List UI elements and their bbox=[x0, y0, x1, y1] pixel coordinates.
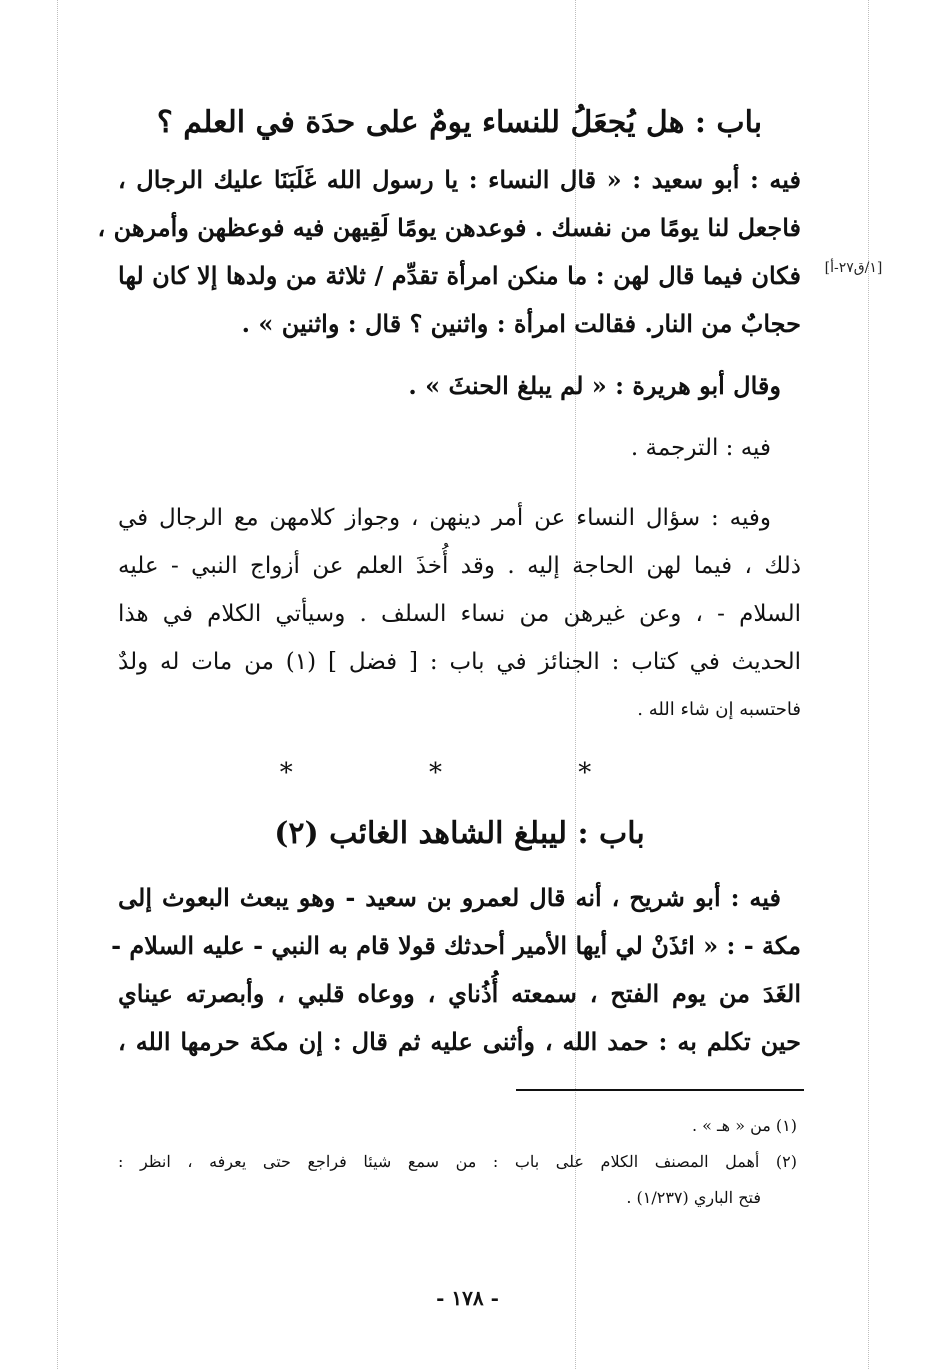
abu-hurayra-block bbox=[118, 362, 801, 410]
hadith-block-2 bbox=[111, 874, 801, 1066]
footnotes bbox=[118, 1108, 801, 1216]
hadith-block-1 bbox=[97, 156, 801, 348]
hadith-line: حين تكلم به : حمد الله ، وأثنى عليه ثم قال : إن مكة حرمها الله ، bbox=[118, 1027, 801, 1056]
hadith-line: مكة - : « ائذَنْ لي أيها الأمير أحدثك قولا قام به النبي - عليه السلام - bbox=[111, 931, 801, 960]
footnote-2: (٢) أهمل المصنف الكلام على باب : من سمع شيئا فراجع حتى يعرفه ، انظر : bbox=[118, 1152, 797, 1171]
hadith-line: فكان فيما قال لهن : ما منكن امرأة تقدِّم / ثلاثة من ولدها إلا كان لها bbox=[118, 261, 801, 290]
footnote-2-continued: فتح الباري (١/٢٣٧) . bbox=[626, 1188, 761, 1207]
commentary-line: فاحتسبه إن شاء الله . bbox=[637, 699, 801, 720]
commentary-line: وفيه : سؤال النساء عن أمر دينهن ، وجواز كلامهن مع الرجال في bbox=[118, 505, 771, 531]
hadith-line: فاجعل لنا يومًا من نفسك . فوعدهن يومًا لَقِيهن فيه فوعظهن وأمرهن ، bbox=[97, 213, 801, 242]
footnote-1: (١) من « هـ » . bbox=[691, 1116, 797, 1135]
commentary-line: ذلك ، فيما لهن الحاجة إليه . وقد أُخذَ العلم عن أزواج النبي - عليه bbox=[118, 553, 801, 579]
hadith-line: فيه : أبو شريح ، أنه قال لعمرو بن سعيد - وهو يبعث البعوث إلى bbox=[118, 883, 781, 912]
manuscript-folio-ref: [١/ق٢٧-أ] bbox=[824, 260, 883, 276]
chapter-heading-1: باب : هل يُجعَلُ للنساء يومٌ على حدَة في العلم ؟ bbox=[156, 105, 763, 140]
hadith-line: وقال أبو هريرة : « لم يبلغ الحنثَ » . bbox=[408, 371, 781, 400]
fold-line bbox=[868, 0, 869, 1369]
section-divider-asterisks: * * * bbox=[279, 758, 656, 788]
hadith-line: حجابٌ من النار. فقالت امرأة : واثنين ؟ قال : واثنين » . bbox=[241, 309, 801, 338]
commentary-block bbox=[118, 494, 801, 734]
commentary-line: الحديث في كتاب : الجنائز في باب : [ فضل ] (١) من مات له ولدٌ bbox=[118, 649, 801, 675]
commentary-line: السلام - ، وعن غيرهن من نساء السلف . وسيأتي الكلام في هذا bbox=[118, 601, 801, 627]
hadith-line: فيه : أبو سعيد : « قال النساء : يا رسول الله غَلَبَنَا عليك الرجال ، bbox=[118, 165, 801, 194]
footnote-separator bbox=[516, 1089, 804, 1091]
page-number: - ١٧٨ - bbox=[436, 1286, 499, 1310]
tarjama-block bbox=[118, 424, 801, 472]
fold-line bbox=[57, 0, 58, 1369]
hadith-line: الغَدَ من يوم الفتح ، سمعته أُذُناي ، ووعاه قلبي ، وأبصرته عيناي bbox=[118, 979, 801, 1008]
commentary-line: فيه : الترجمة . bbox=[630, 435, 771, 461]
chapter-heading-2: باب : ليبلغ الشاهد الغائب (٢) bbox=[274, 816, 645, 851]
